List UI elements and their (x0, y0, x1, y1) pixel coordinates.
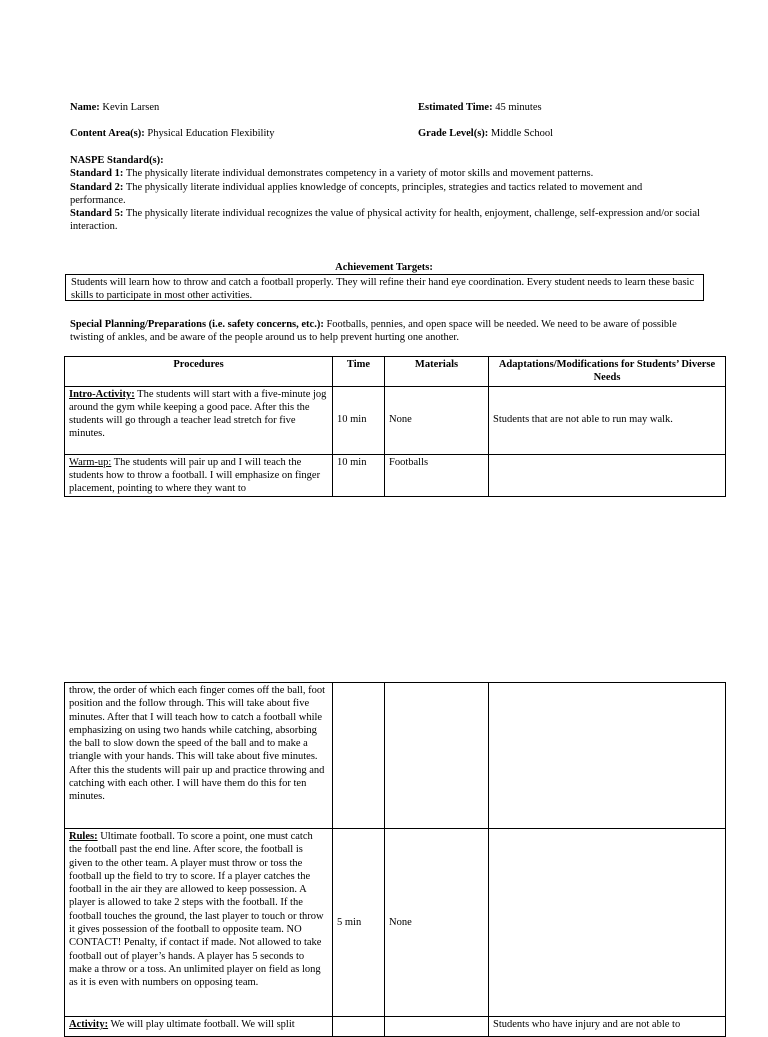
warmup-materials-continued (385, 683, 489, 829)
grade-level-line (418, 127, 553, 140)
intro-adaptation: Students that are not able to run may walk. (489, 386, 726, 454)
rules-text: Ultimate football. To score a point, one must catch the football past the end line. After score, the football is given to the other team. A player must throw or toss the football up the field to try to score. If a player catches the football in the air they are allowed to keep possession. A player is allowed to take 2 steps with the football. If the football touches the ground, the last player to touch or throw it gives possession of the football to opposite team. NO CONTACT! Penalty, if contact if made. Not allowed to take football out of player’s hands. A player has 5 seconds to make a throw or a toss. An unlimited player on field as long as it is even with numbers on opposing team. (69, 831, 324, 989)
rules-materials: None (385, 829, 489, 1017)
header-materials: Materials (385, 357, 489, 387)
intro-materials: None (385, 386, 489, 454)
special-planning (70, 318, 710, 345)
intro-time: 10 min (333, 386, 385, 454)
warmup-materials: Footballs (385, 454, 489, 497)
intro-text: The students will start with a five-minute jog around the gym while keeping a good pace. After this the students will go through a teacher lead stretch for five minutes. (69, 388, 327, 440)
grade-level-label: Grade Level(s): (418, 128, 489, 139)
table-row-intro (65, 386, 726, 454)
content-area-label: Content Area(s): (70, 128, 145, 139)
estimated-time-value: 45 minutes (495, 102, 542, 113)
warmup-procedure-continued: throw, the order of which each finger comes off the ball, foot position and the follow through. This will take about five minutes. After that I will teach how to catch a football while emphasizing on using two hands while catching, absorbing the ball to slow down the speed of the ball and to make a triangle with your hands. This will take about five minutes. After this the students will pair up and practice throwing and catching with each other. I will have them do this for ten minutes. (65, 683, 333, 829)
special-planning-label: Special Planning/Preparations (i.e. safety concerns, etc.): (70, 319, 324, 330)
name-value: Kevin Larsen (102, 102, 160, 113)
warmup-procedure (65, 454, 333, 497)
procedures-table-page-2 (64, 682, 726, 1037)
warmup-time: 10 min (333, 454, 385, 497)
rules-procedure (65, 829, 333, 1017)
name-line (70, 101, 159, 114)
activity-procedure (65, 1017, 333, 1037)
standards-heading: NASPE Standard(s): (70, 155, 164, 166)
intro-procedure (65, 386, 333, 454)
activity-materials (385, 1017, 489, 1037)
table-row-activity (65, 1017, 726, 1037)
standard-5: Standard 5: The physically literate individual recognizes the value of physical activity for health, enjoyment, challenge, self-expression and/or social interaction. (70, 208, 700, 233)
rules-label: Rules: (69, 831, 98, 842)
procedures-table-page-1 (64, 356, 726, 497)
warmup-adaptation (489, 454, 726, 497)
standards-section (70, 154, 700, 234)
achievement-targets-box: Students will learn how to throw and catch a football properly. They will refine their hand eye coordination. Every student needs to learn these basic skills to participate in most other activities. (65, 274, 704, 301)
activity-label: Activity: (69, 1019, 109, 1030)
estimated-time-line (418, 101, 542, 114)
table-row-warmup (65, 454, 726, 497)
estimated-time-label: Estimated Time: (418, 102, 493, 113)
table-row-rules (65, 829, 726, 1017)
activity-time (333, 1017, 385, 1037)
rules-time: 5 min (333, 829, 385, 1017)
warmup-label: Warm-up: (69, 456, 112, 468)
table-row-warmup-continued (65, 683, 726, 829)
name-label: Name: (70, 102, 100, 113)
standard-2: Standard 2: The physically literate individual applies knowledge of concepts, principles, strategies and tactics related to movement and performance. (70, 181, 643, 206)
content-area-line (70, 127, 275, 140)
intro-label: Intro-Activity: (69, 388, 135, 400)
header-adaptations: Adaptations/Modifications for Students’ Diverse Needs (489, 357, 726, 387)
content-area-value: Physical Education Flexibility (147, 128, 275, 139)
header-time: Time (333, 357, 385, 387)
warmup-time-continued (333, 683, 385, 829)
activity-text: We will play ultimate football. We will split (110, 1019, 295, 1030)
warmup-text-part1: The students will pair up and I will teach the students how to throw a football. I will emphasize on finger placement, pointing to where they want to (69, 456, 321, 495)
special-planning-text: Footballs, pennies, and open space will be needed. We need to be aware of possible twisting of ankles, and be aware of the people around us to help prevent hurting one another. (70, 319, 677, 344)
header-procedures: Procedures (65, 357, 333, 387)
achievement-targets-title: Achievement Targets: (335, 262, 433, 273)
standard-1: Standard 1: The physically literate individual demonstrates competency in a variety of motor skills and movement patterns. (70, 168, 594, 180)
table-header-row (65, 357, 726, 387)
warmup-adaptation-continued (489, 683, 726, 829)
rules-adaptation (489, 829, 726, 1017)
grade-level-value: Middle School (490, 128, 554, 139)
activity-adaptation: Students who have injury and are not able to (489, 1017, 726, 1037)
